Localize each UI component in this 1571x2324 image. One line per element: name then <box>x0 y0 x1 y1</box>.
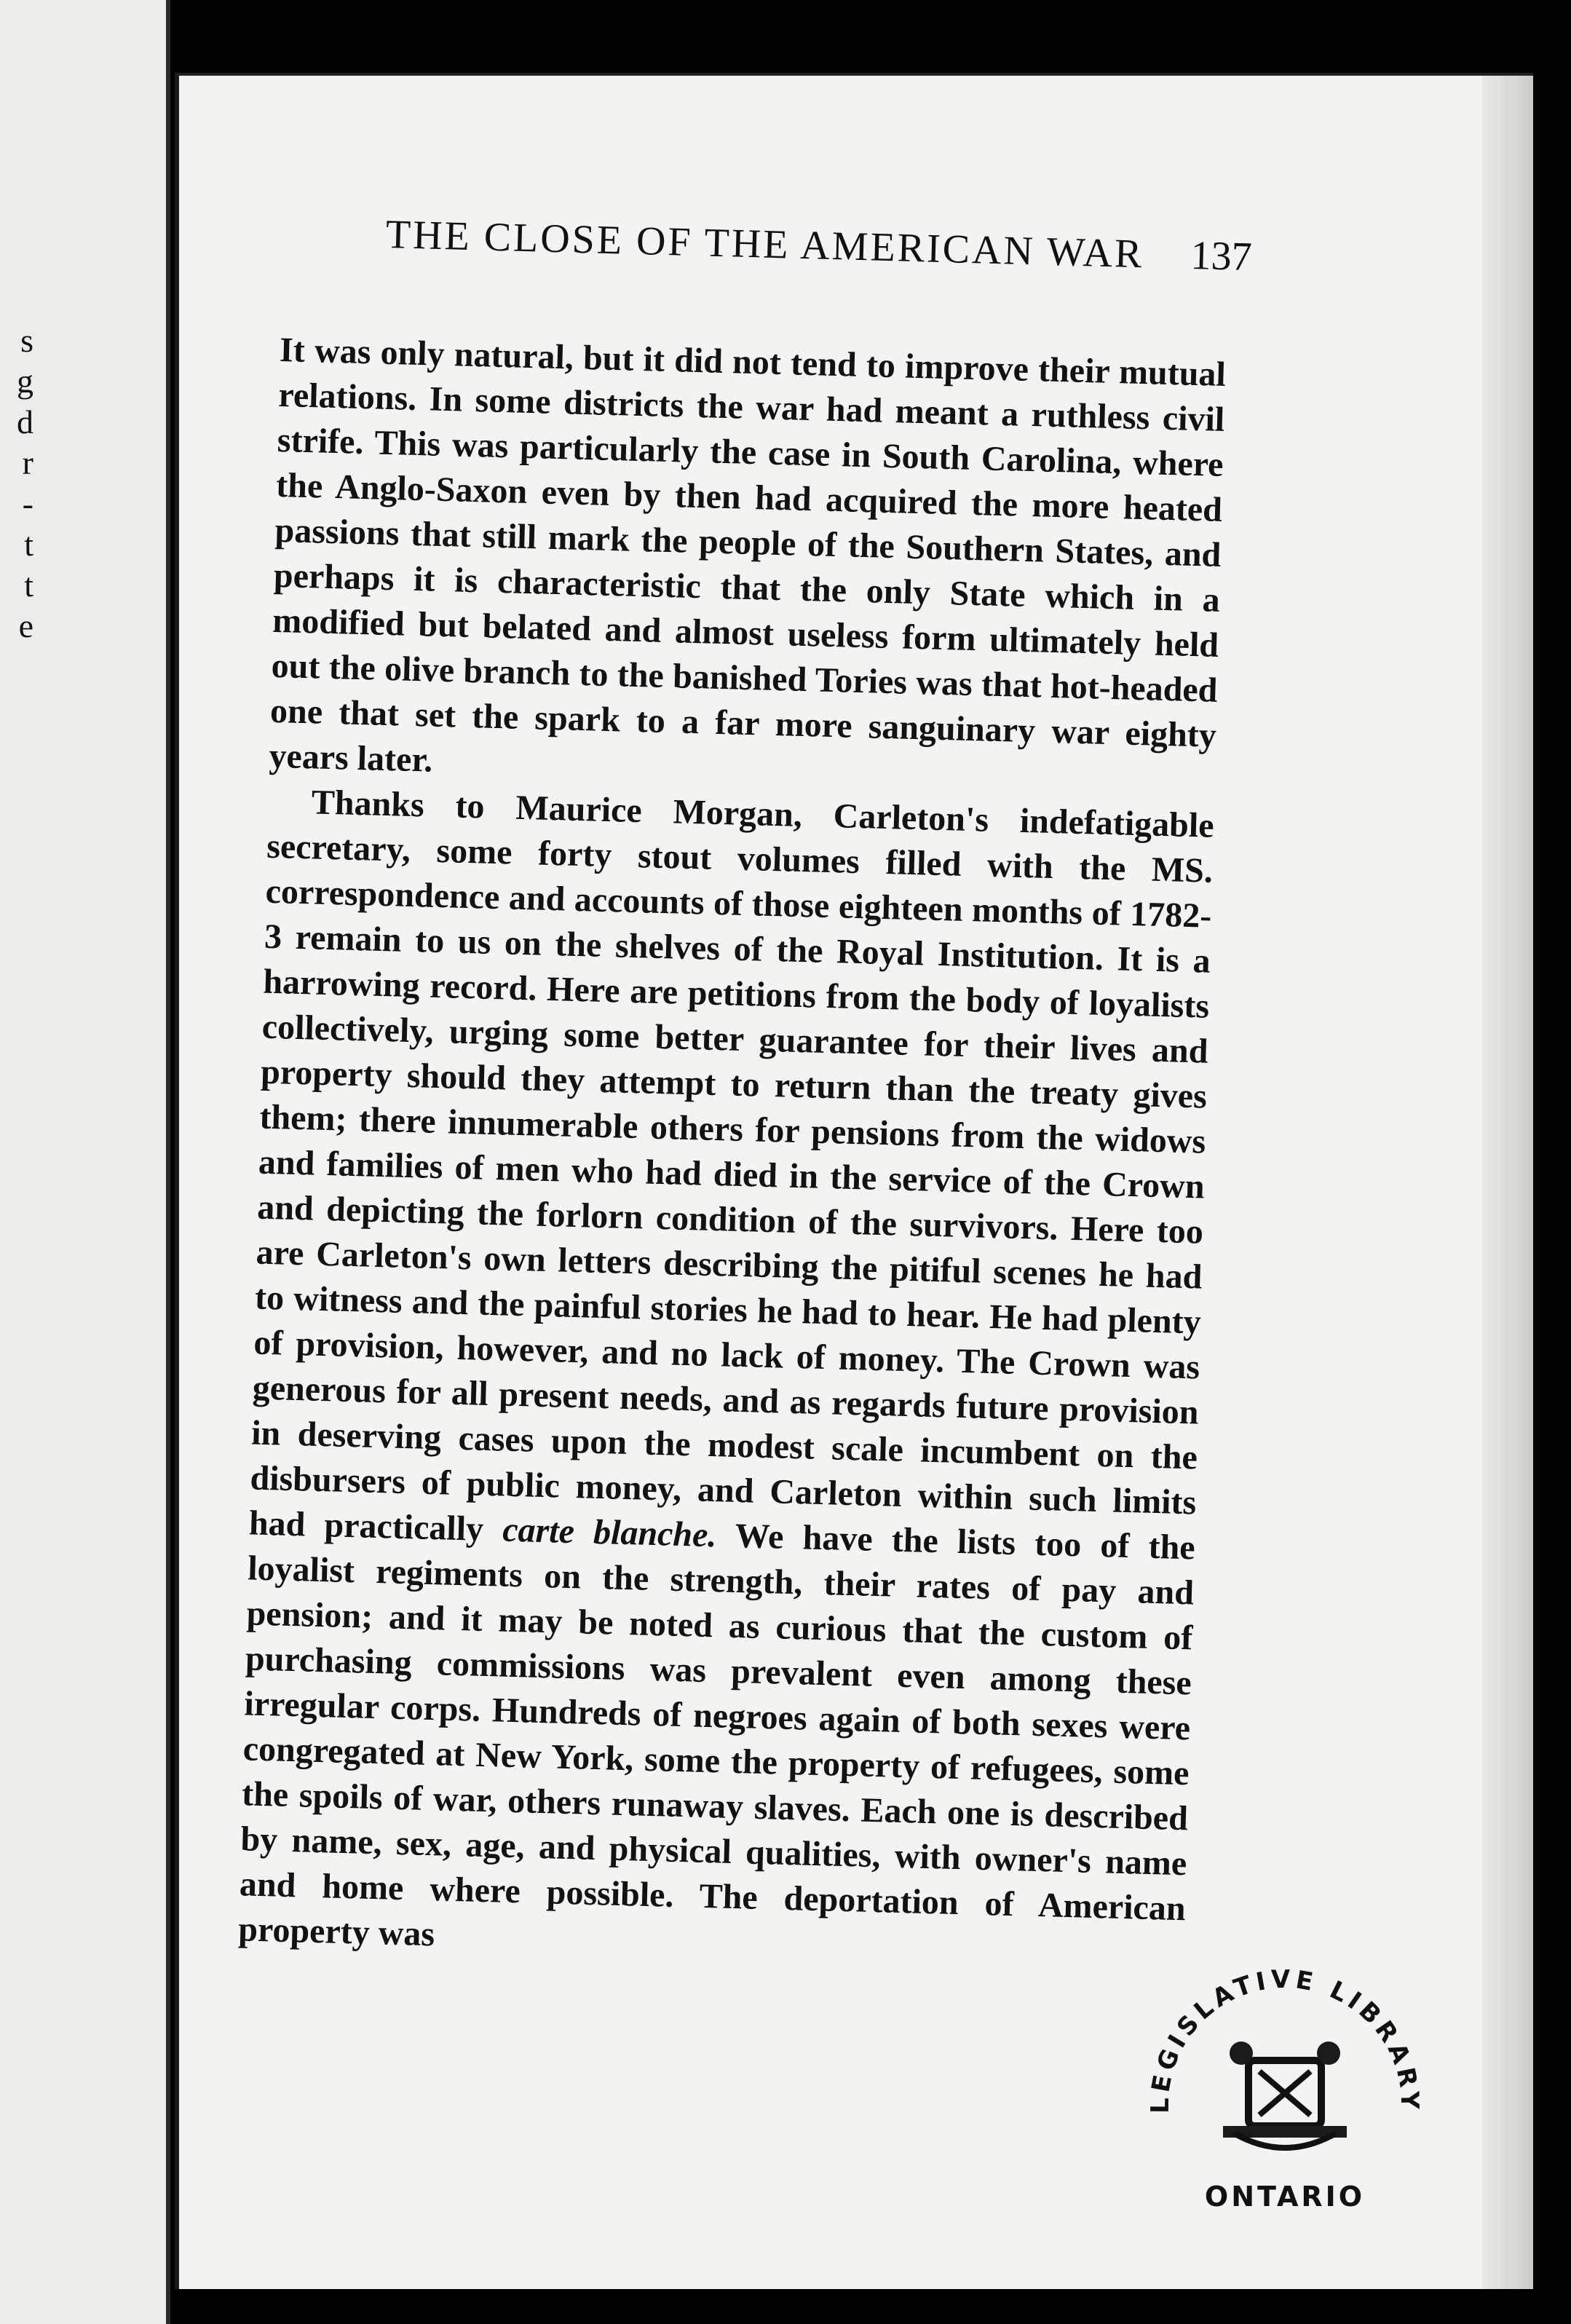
left-page-edge-letters <box>0 320 36 647</box>
edge-letter: s <box>20 322 33 359</box>
page-edge-shadow <box>1482 76 1533 2289</box>
edge-letter: e <box>18 607 33 644</box>
edge-letter: r <box>22 444 33 481</box>
edge-letter: g <box>17 363 33 400</box>
body-text <box>238 328 1227 1977</box>
paragraph-text: We have the lists too of the loyalist regiments on the strength, their rates of pay and pension; and it may be noted as curious that the custom of purchasing commissions was prevalent even among these irregular corps. Hundreds of negroes again of both sexes were congregated at New York, some the property of refugees, some the spoils of war, others runaway slaves. Each one is described by name, sex, age, and physical qualities, with owner's name and home where possible. The deportation of American property was <box>237 1516 1196 1954</box>
italic-phrase: carte blanche. <box>502 1510 718 1555</box>
library-stamp <box>1132 1966 1438 2228</box>
edge-letter: d <box>17 403 33 440</box>
stamp-top-text: LEGISLATIVE LIBRARY <box>1145 1966 1425 2114</box>
library-stamp-icon <box>1132 1966 1438 2228</box>
edge-letter: t <box>24 526 33 563</box>
paragraph <box>238 779 1215 1977</box>
page-number: 137 <box>1190 232 1253 280</box>
running-head: THE CLOSE OF THE AMERICAN WAR <box>385 212 1145 277</box>
paragraph: It was only natural, but it did not tend to improve their mutual relations. In some districts the war had meant a ruthless civil strife. This was particularly the case in South Carolina, where the Anglo-Saxon even by then had acquired the more heated passions that still mark the people of the Southern States, and perhaps it is characteristic that the only State which in a modified but belated and almost useless form ultimately held out the olive branch to the banished Tories was that hot-headed one that set the spark to a far more sanguinary war eighty years later. <box>268 330 1227 780</box>
stamp-bottom-text: ONTARIO <box>1204 2181 1366 2213</box>
edge-letter: t <box>24 566 33 604</box>
left-page-fragment <box>0 0 170 2324</box>
edge-letter: - <box>22 485 33 522</box>
paragraph-text: Thanks to Maurice Morgan, Carleton's indefatigable secretary, some forty stout volumes filled with the MS. correspondence and accounts of those eighteen months of 1782-3 remain to us on the shelves of the Royal Institution. It is a harrowing record. Here are petitions from the body of loyalists collectively, urging some better guarantee for their lives and property should they attempt to return than the treaty gives them; there innumerable others for pensions from the widows and families of men who had died in the service of the Crown and depicting the forlorn condition of the survivors. Here too are Carleton's own letters describing the pitiful scenes he had to witness and the painful stories he had to hear. He had plenty of provision, however, and no lack of money. The Crown was generous for all present needs, and as regards future provision in deserving cases upon the modest scale incumbent on the disbursers of public money, and Carleton within such limits had practically <box>248 783 1215 1549</box>
